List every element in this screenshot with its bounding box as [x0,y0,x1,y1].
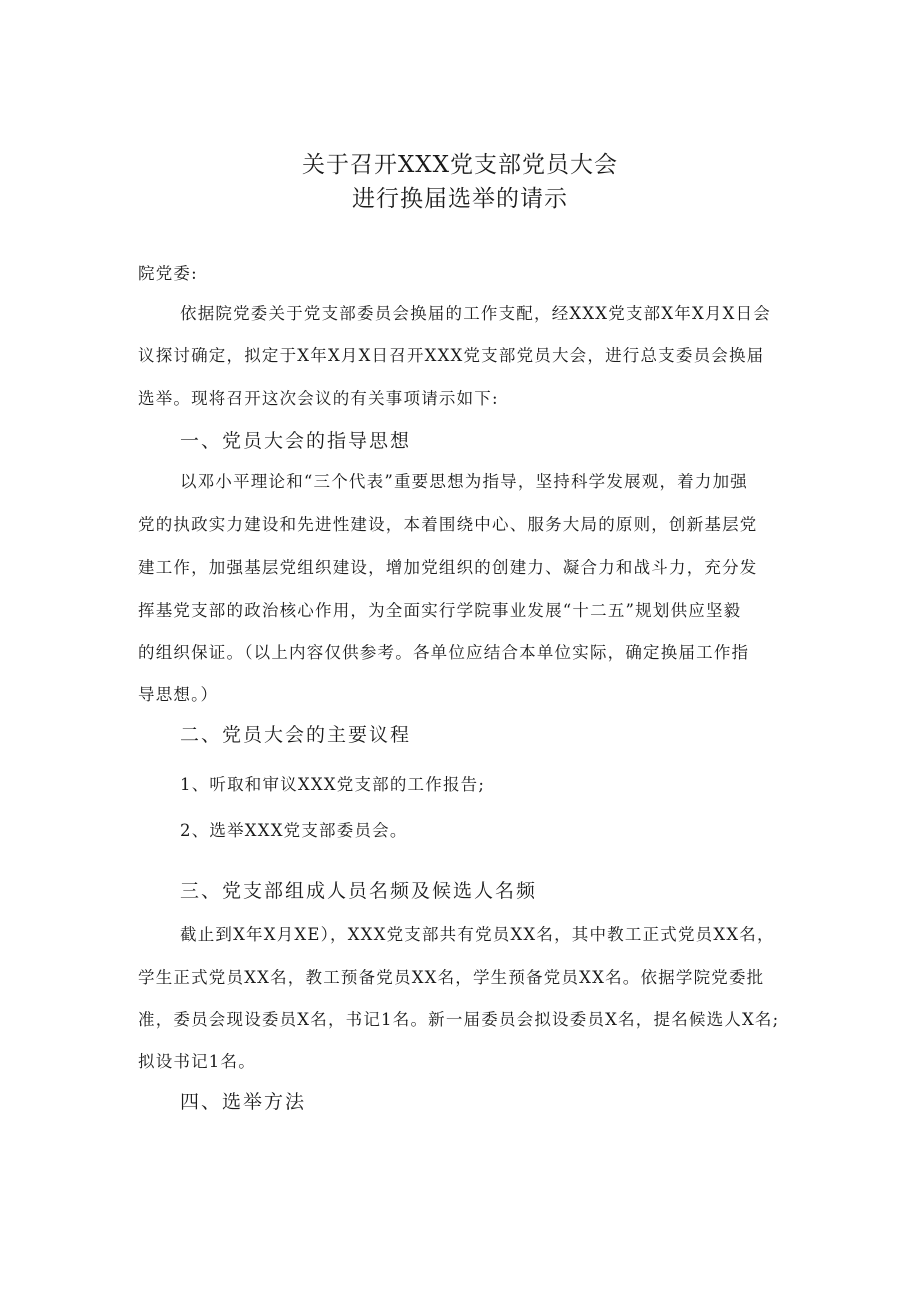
section-1-line-1: 以邓小平理论和“三个代表”重要思想为指导，坚持科学发展观，着力加强 [180,472,748,491]
section-2-heading: 二、党员大会的主要议程 [180,724,412,746]
intro-line-3: 选举。现将召开这次会议的有关事项请示如下: [138,389,499,408]
intro-line-2: 议探讨确定，拟定于X年X月X日召开XXX党支部党员大会，进行总支委员会换届 [138,346,765,365]
section-2-item-1: 1、听取和审议XXX党支部的工作报告; [180,775,486,794]
intro-line-1: 依据院党委关于党支部委员会换届的工作支配，经XXX党支部X年X月X日会 [180,304,771,323]
section-1-line-2: 党的执政实力建设和先进性建设，本着围绕中心、服务大局的原则，创新基层党 [138,515,758,534]
document-title-line-2: 进行换届选举的请示 [352,186,568,212]
section-1-line-6: 导思想。） [138,685,219,704]
document-title-line-1: 关于召开XXX党支部党员大会 [301,152,619,178]
section-3-line-2: 学生正式党员XX名，教工预备党员XX名，学生预备党员XX名。依据学院党委批 [138,968,765,987]
section-4-heading: 四、选举方法 [180,1091,307,1113]
section-3-line-1: 截止到X年X月XE），XXX党支部共有党员XX名，其中教工正式党员XX名， [180,925,775,944]
section-1-line-4: 挥基党支部的政治核心作用，为全面实行学院事业发展“十二五”规划供应坚毅 [138,601,742,620]
section-3-line-3: 准，委员会现设委员X名，书记1名。新一届委员会拟设委员X名，提名候选人X名; [138,1010,780,1029]
section-1-line-3: 建工作，加强基层党组织建设，增加党组织的创建力、凝合力和战斗力，充分发 [138,558,758,577]
section-3-line-4: 拟设书记1名。 [138,1052,256,1071]
section-2-item-2: 2、选举XXX党支部委员会。 [180,821,408,840]
addressee: 院党委: [138,264,198,283]
section-3-heading: 三、党支部组成人员名频及候选人名频 [180,880,538,902]
section-1-heading: 一、党员大会的指导思想 [180,430,412,452]
section-1-line-5: 的组织保证。（以上内容仅供参考。各单位应结合本单位实际，确定换届工作指 [138,643,750,662]
